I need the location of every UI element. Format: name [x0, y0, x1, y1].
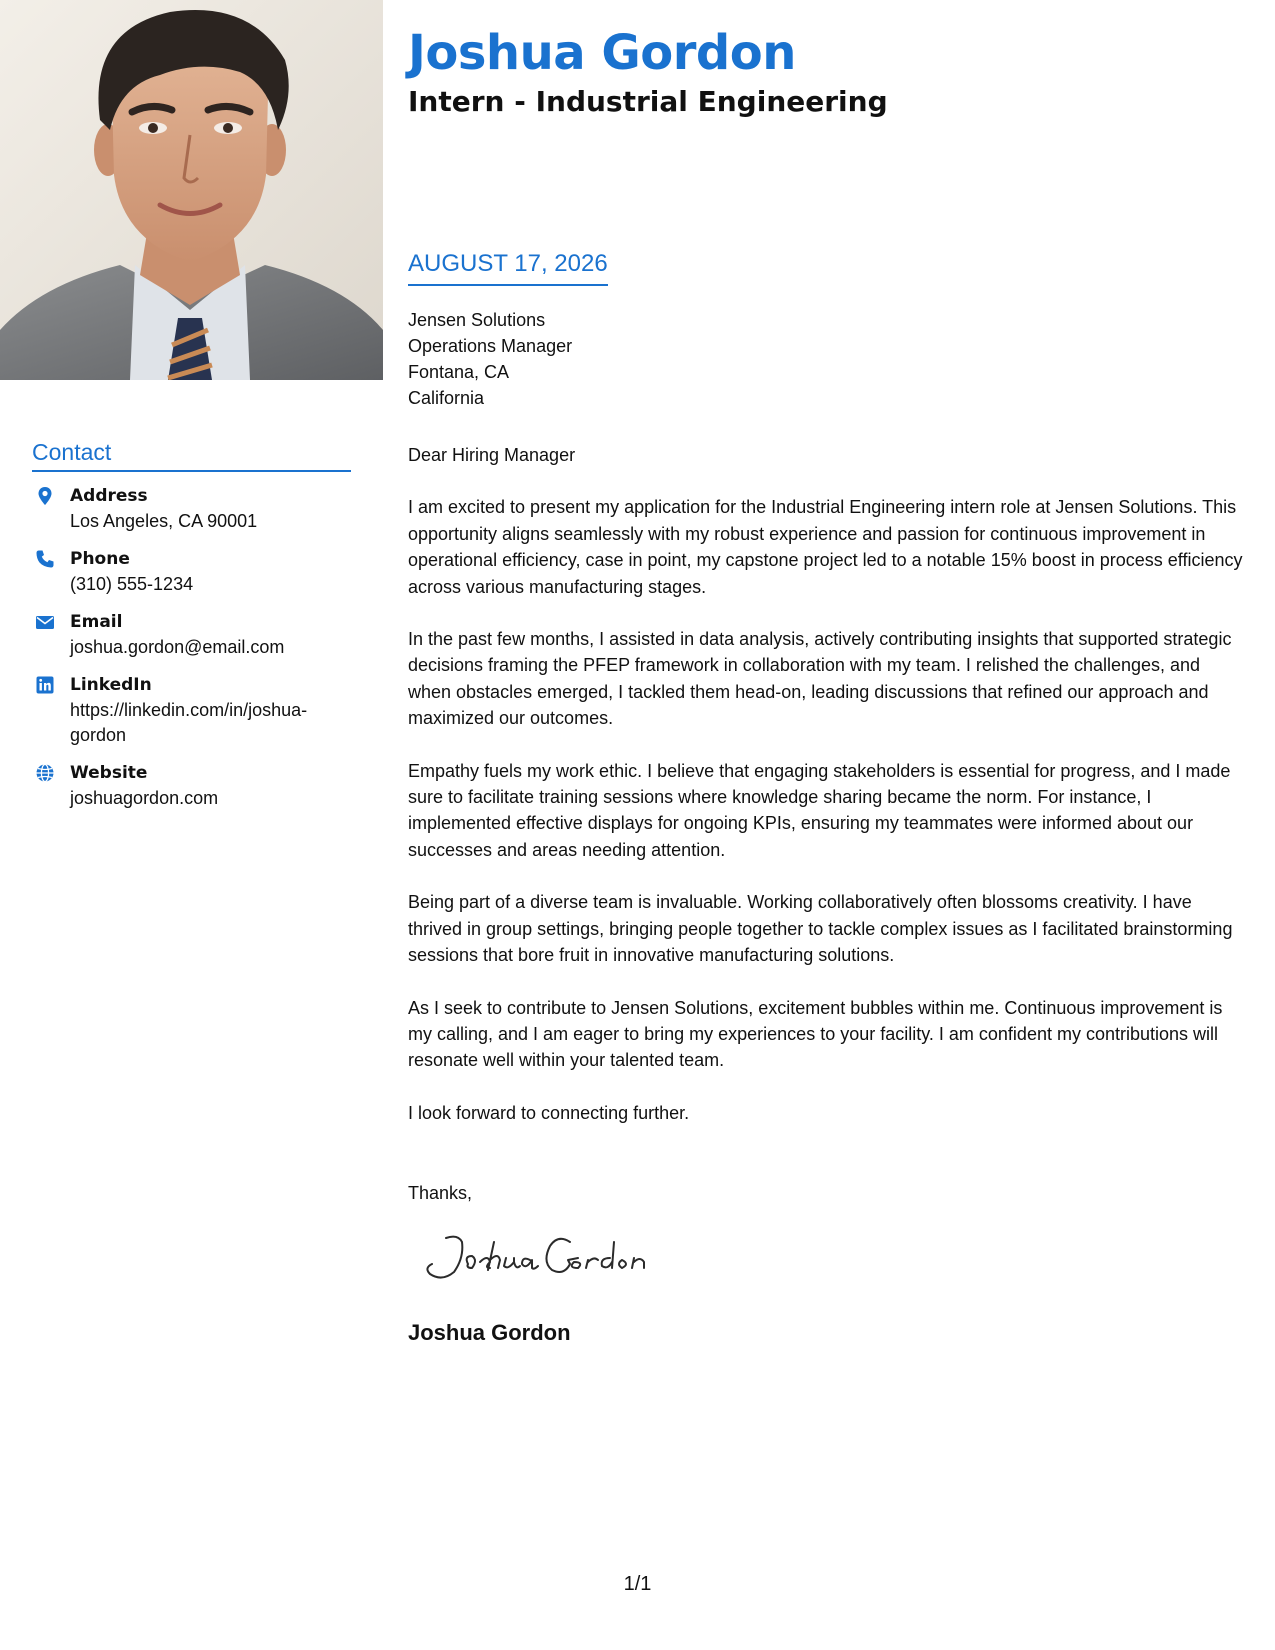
phone-icon	[35, 549, 55, 569]
letter-paragraph: Empathy fuels my work ethic. I believe that engaging stakeholders is essential for progress, and I made sure to facilitate training sessions where knowledge sharing became the norm. For instance, I implemented effective displays for ongoing KPIs, ensuring my teammates were informed about our successes and areas needing attention.	[408, 760, 1231, 860]
contact-heading: Contact	[32, 436, 351, 472]
letter-paragraph: In the past few months, I assisted in data analysis, actively contributing insights that supported strategic decisions framing the PFEP framework in collaboration with my team. I relished the challenges, and when obstacles emerged, I tackled them head-on, leading discussions that refined our approach and maximized our outcomes.	[408, 629, 1232, 729]
contact-item-email	[32, 610, 351, 660]
contact-value: Los Angeles, CA 90001	[70, 511, 258, 531]
letter-paragraph: As I seek to contribute to Jensen Solutions, excitement bubbles within me. Continuous improvement is my calling, and I am eager to bring my experiences to your facility. I am confident my contributions will resonate well within your talented team.	[408, 997, 1223, 1071]
linkedin-icon	[35, 675, 55, 695]
recipient-city: Fontana, CA	[408, 362, 510, 382]
letter-date: AUGUST 17, 2026	[408, 248, 608, 286]
letter-paragraph: I am excited to present my application for the Industrial Engineering intern role at Jensen Solutions. This opportunity aligns seamlessly with my robust experience and passion for continuous improvement in operational efficiency, case in point, my capstone project led to a notable 15% boost in process efficiency across various manufacturing stages.	[408, 497, 1243, 597]
salutation: Dear Hiring Manager	[408, 445, 576, 465]
signer-name: Joshua Gordon	[408, 1320, 571, 1345]
contact-item-linkedin	[32, 673, 351, 748]
letter-paragraph: I look forward to connecting further.	[408, 1102, 690, 1123]
contact-label: Email	[70, 612, 123, 632]
contact-label: Website	[70, 763, 148, 783]
recipient-block	[408, 307, 572, 411]
letter-paragraph: Being part of a diverse team is invaluable. Working collaboratively often blossoms creativity. I have thrived in group settings, bringing people together to tackle complex issues as I facilitated brainstorming sessions that bore fruit in innovative manufacturing solutions.	[408, 892, 1233, 966]
profile-photo	[0, 0, 383, 380]
contact-value: joshua.gordon@email.com	[70, 637, 285, 657]
recipient-role: Operations Manager	[408, 336, 573, 356]
applicant-name: Joshua Gordon	[408, 25, 796, 81]
contact-label: Address	[70, 486, 148, 506]
envelope-icon	[35, 612, 55, 632]
contact-value: https://linkedin.com/in/joshua-gordon	[70, 700, 308, 745]
signature-image	[418, 1228, 678, 1288]
contact-label: LinkedIn	[70, 675, 152, 695]
contact-value: (310) 555-1234	[70, 574, 194, 594]
recipient-state: California	[408, 388, 485, 408]
contact-item-phone	[32, 547, 351, 597]
job-title: Intern - Industrial Engineering	[408, 85, 888, 118]
globe-icon	[35, 763, 55, 783]
contact-value: joshuagordon.com	[70, 788, 219, 808]
letter-body	[408, 442, 1246, 1152]
contact-label: Phone	[70, 549, 130, 569]
contact-section	[32, 436, 351, 824]
contact-item-address	[32, 484, 351, 534]
page-number: 1/1	[623, 1573, 652, 1595]
recipient-company: Jensen Solutions	[408, 310, 546, 330]
closing: Thanks,	[408, 1183, 473, 1203]
contact-item-website	[32, 761, 351, 811]
map-pin-icon	[35, 486, 55, 506]
